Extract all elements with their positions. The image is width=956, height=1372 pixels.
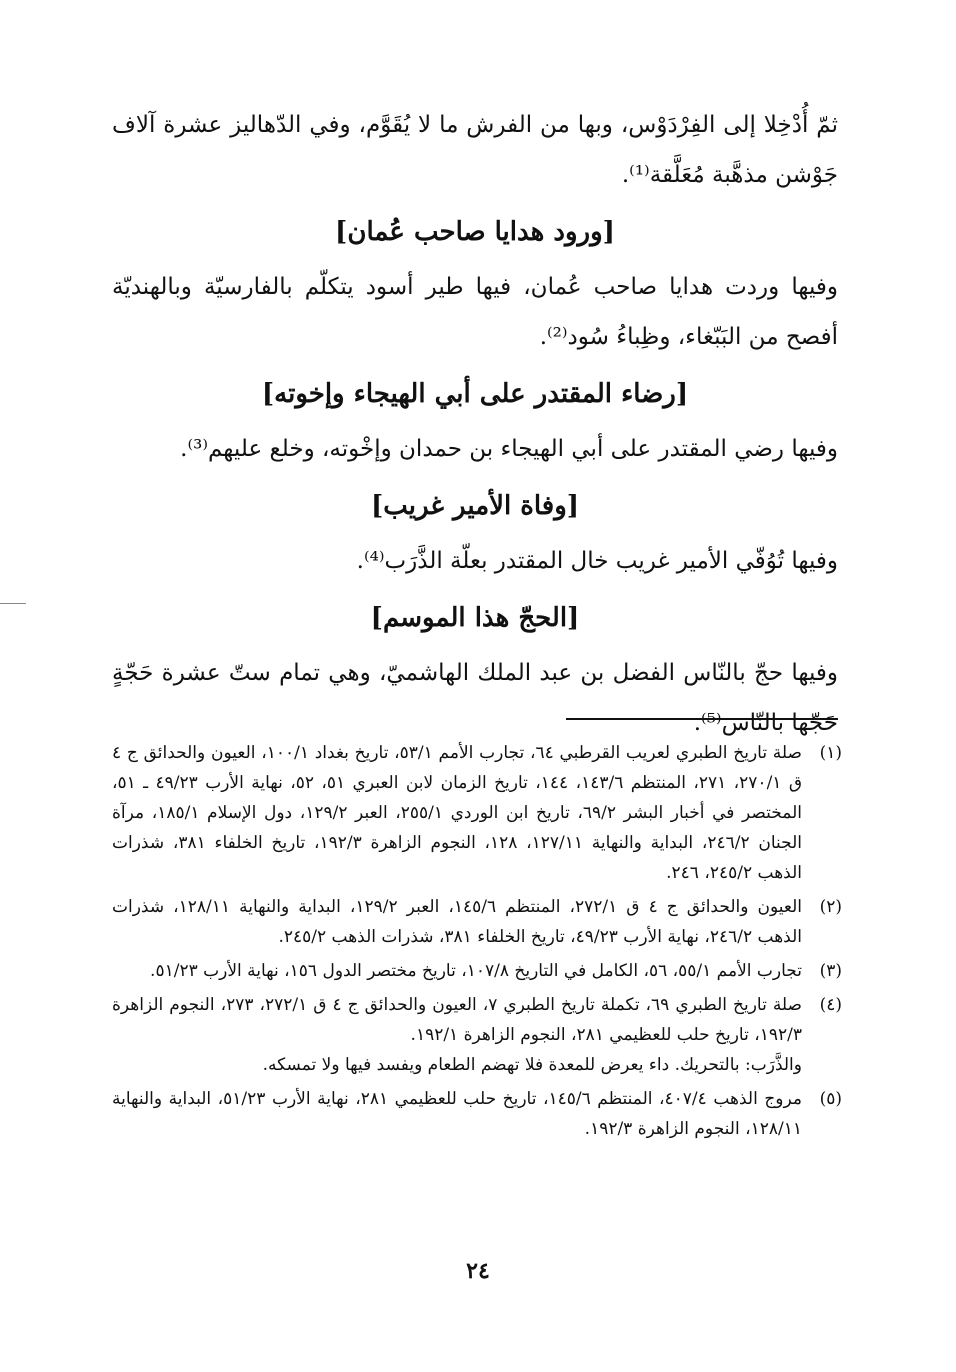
paragraph-3: وفيها رضي المقتدر على أبي الهيجاء بن حمدان وإخْوته، وخلع عليهم⁽³⁾. — [180, 436, 838, 462]
footnote-gloss: والذَّرَب: بالتحريك. داء يعرض للمعدة فلا تهضم الطعام ويفسد فيها ولا تمسكه. — [262, 1055, 802, 1075]
footnote — [112, 956, 842, 986]
footnote-number: (١) — [819, 743, 842, 763]
paragraph-4: وفيها تُوُفّي الأمير غريب خال المقتدر بعلّة الذَّرَب⁽⁴⁾. — [356, 548, 838, 574]
section-heading-abu-al-hayja: [رضاء المقتدر على أبي الهيجاء وإخوته] — [261, 379, 689, 409]
footnote-number: (٤) — [819, 995, 842, 1015]
footnotes — [112, 738, 842, 1148]
footnote-number: (٥) — [819, 1089, 842, 1109]
main-text — [112, 100, 838, 748]
footnote-separator — [566, 718, 838, 720]
section-heading-hajj: [الحجّ هذا الموسم] — [370, 603, 580, 633]
footnote-text: مروج الذهب ٤٠٧/٤، المنتظم ١٤٥/٦، تاريخ حلب للعظيمي ٢٨١، نهاية الأرب ٥١/٢٣، البداية والنهاية ١٢٨/١١، النجوم الزاهرة ١٩٢/٣. — [112, 1089, 802, 1139]
footnote — [112, 738, 842, 888]
footnote-text: العيون والحدائق ج ٤ ق ٢٧٢/١، المنتظم ١٤٥/٦، العبر ١٢٩/٢، البداية والنهاية ١٢٨/١١، شذرات الذهب ٢٤٦/٢، نهاية الأرب ٤٩/٢٣، تاريخ الخلفاء ٣٨١، شذرات الذهب ٢٤٥/٢. — [112, 897, 803, 947]
footnote-number: (٢) — [819, 897, 842, 917]
footnote-text: تجارب الأمم ٥٥/١، ٥٦، الكامل في التاريخ ١٠٧/٨، تاريخ مختصر الدول ١٥٦، نهاية الأرب ٥١/٢٣. — [150, 961, 802, 981]
footnote-text: صلة تاريخ الطبري ٦٩، تكملة تاريخ الطبري ٧، العيون والحدائق ج ٤ ق ٢٧٢/١، ٢٧٣، النجوم الزاهرة ١٩٢/٣، تاريخ حلب للعظيمي ٢٨١، النجوم الزاهرة ١٩٢/١. — [112, 995, 802, 1045]
section-heading-gharib-death: [وفاة الأمير غريب] — [370, 491, 580, 521]
footnote-text: صلة تاريخ الطبري لعريب القرطبي ٦٤، تجارب الأمم ٥٣/١، تاريخ بغداد ١٠٠/١، العيون والحدائق ج ٤ ق ٢٧٠/١، ٢٧١، المنتظم ١٤٣/٦، ١٤٤، تاريخ الزمان لابن العبري ٥١، ٥٢، نهاية الأرب ٤٩/٢٣ ـ ٥١، المختصر في أخبار البشر ٦٩/٢، تاريخ ابن الوردي ٢٥٥/١، العبر ١٢٩/٢، دول الإسلام ١٨٥/١، مرآة الجنان ٢٤٦/٢، البداية والنهاية ١٢٧/١١، ١٢٨، النجوم الزاهرة ١٩٢/٣، تاريخ الخلفاء ٣٨١، شذرات الذهب ٢٤٥/٢، ٢٤٦. — [112, 743, 803, 883]
paragraph-5: وفيها حجّ بالنّاس الفضل بن عبد الملك الهاشميّ، وهي تمام ستّ عشرة حَجّةٍ حَجّها بالنّاس⁽⁵⁾. — [112, 660, 838, 736]
footnote-body — [112, 990, 802, 1080]
paragraph-1: ثمّ أُدْخِلا إلى الفِرْدَوْس، وبها من الفرش ما لا يُقَوَّم، وفي الدّهاليز عشرة آلاف جَوْشن مذهَّبة مُعَلَّقة⁽¹⁾. — [112, 112, 838, 188]
paragraph-2: وفيها وردت هدايا صاحب عُمان، فيها طير أسود يتكلّم بالفارسيّة وبالهنديّة أفصح من البَبّغاء، وظِباءُ سُود⁽²⁾. — [112, 274, 838, 350]
footnote-number: (٣) — [819, 961, 842, 981]
section-heading-oman-gifts: [ورود هدايا صاحب عُمان] — [335, 217, 615, 247]
footnote — [112, 892, 842, 952]
footnote — [112, 1084, 842, 1144]
footnote — [112, 990, 842, 1080]
scan-edge-mark — [0, 603, 26, 604]
page-number: ٢٤ — [466, 1258, 490, 1284]
